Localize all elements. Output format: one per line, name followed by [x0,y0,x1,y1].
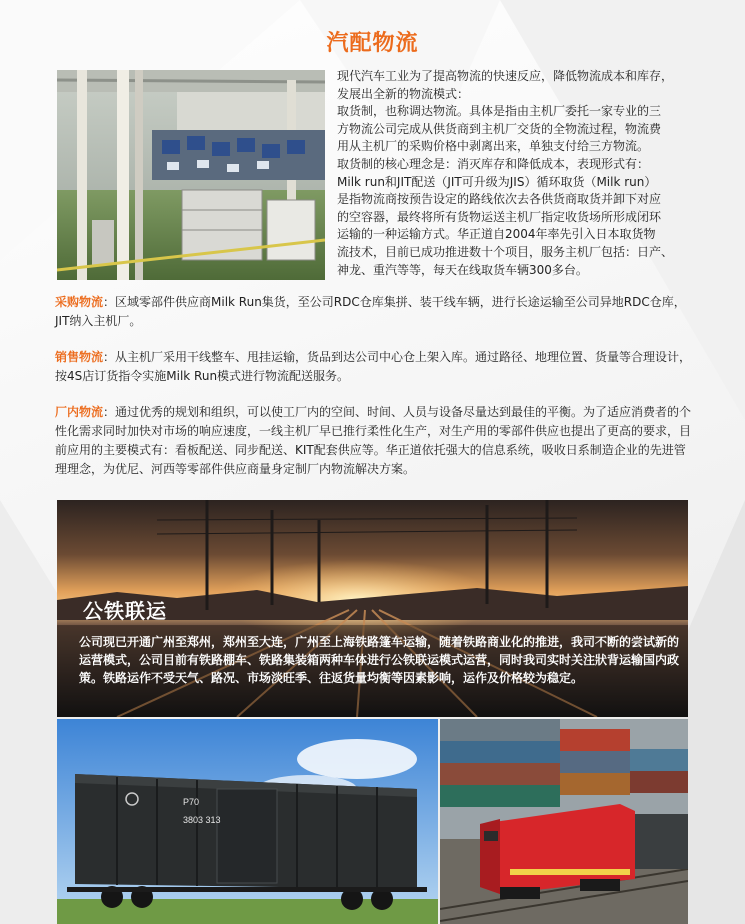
boxcar-class-label: P70 [183,797,200,807]
intro-line: 运输的一种运输方式。华正道自2004年率先引入日本取货物 [337,227,656,242]
intro-line: Milk run和JIT配送（JIT可升级为JIS）循环取货（Milk run） [337,174,657,189]
intro-line: 流技术，目前已成功推进数十个项目，服务主机厂包括：日产、 [337,244,674,259]
inplant-logistics-section [55,403,697,479]
sales-logistics-section [55,348,697,386]
purchase-logistics-text: ：区域零部件供应商Milk Run集货，至公司RDC仓库集拼、装干线车辆，进行长途运输至公司异地RDC仓库，JIT纳入主机厂。 [55,295,686,328]
inplant-logistics-text: ：通过优秀的规划和组织，可以使工厂内的空间、时间、人员与设备尽量达到最佳的平衡。为了适应消费者的个性化需求同时加快对市场的响应速度，一线主机厂早已推行柔性化生产，对生产用的零部件供应也提出了更高的要求，目前应用的主要模式有：看板配送、同步配送、KIT配套供应等。华正道依托强大的信息系统，吸收日系制造企业的先进管理理念，为优尼、河西等零部件供应商量身定制厂内物流解决方案。 [55,405,692,476]
rail-section-title: 公铁联运 [83,599,167,623]
purchase-logistics-section [55,293,697,331]
intro-line: 发展出全新的物流模式： [337,86,470,101]
intro-line: 神龙、重汽等等，每天在线取货车辆300多台。 [337,262,588,277]
intro-line: 的空容器，最终将所有货物运送主机厂指定收货场所形成闭环 [337,209,662,224]
locomotive-container-yard-image [440,719,688,924]
inplant-logistics-label: 厂内物流 [55,405,104,419]
rail-section-text: 公司现已开通广州至郑州，郑州至大连，广州至上海铁路篷车运输，随着铁路商业化的推进，我司不断的尝试新的运营模式，公司目前有铁路棚车、铁路集装箱两种车体进行公铁联运模式运营，同时我司实时关注狀背运输国内政策。铁路运作不受天气、路况、市场淡旺季、往返货量均衡等因素影响，运作及价格较为稳定。 [79,635,680,685]
purchase-logistics-label: 采购物流 [55,295,104,309]
rail-intermodal-banner [57,500,688,717]
intro-line: 用从主机厂的采购价格中剥离出来，单独支付给三方物流。 [337,139,650,154]
factory-assembly-line-image [57,70,325,280]
intro-paragraph [337,68,699,279]
intro-line: 现代汽车工业为了提高物流的快速反应，降低物流成本和库存， [337,69,674,83]
sales-logistics-label: 销售物流 [55,350,104,364]
page-title: 汽配物流 [326,31,419,56]
boxcar-number-label: 3803 313 [183,815,221,825]
sales-logistics-text: ：从主机厂采用干线整车、甩挂运输，货品到达公司中心仓上架入库。通过路径、地理位置、货量等合理设计，按4S店订货指令实施Milk Run模式进行物流配送服务。 [55,350,692,383]
railway-boxcar-image [57,719,438,924]
intro-line: 取货制，也称调达物流。具体是指由主机厂委托一家专业的三 [337,104,662,119]
intro-line: 取货制的核心理念是：消灭库存和降低成本，表现形式有： [337,156,650,171]
intro-line: 方物流公司完成从供货商到主机厂交货的全物流过程，物流费 [337,121,662,136]
intro-line: 是指物流商按预告设定的路线依次去各供货商取货并卸下对应 [337,192,662,207]
